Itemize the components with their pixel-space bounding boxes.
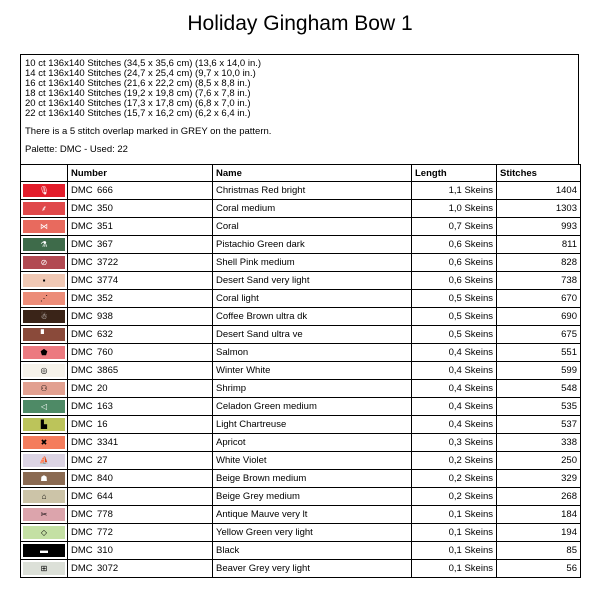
thread-number: [68, 182, 213, 200]
thread-number: [68, 344, 213, 362]
thread-brand: DMC: [71, 527, 93, 539]
thread-name: Light Chartreuse: [213, 416, 412, 434]
length-header: Length: [412, 165, 497, 182]
thread-number: [68, 200, 213, 218]
stitch-count: 329: [497, 470, 581, 488]
table-row: [21, 236, 581, 254]
thread-code: 20: [97, 383, 108, 395]
table-header-row: [21, 165, 581, 182]
table-row: [21, 506, 581, 524]
thread-code: 367: [97, 239, 113, 251]
color-swatch: [23, 418, 65, 431]
thread-name: Celadon Green medium: [213, 398, 412, 416]
thread-brand: DMC: [71, 239, 93, 251]
thread-code: 772: [97, 527, 113, 539]
thread-code: 840: [97, 473, 113, 485]
color-swatch-cell: [21, 182, 68, 200]
color-swatch-cell: [21, 488, 68, 506]
stitch-symbol-icon: ▙: [40, 419, 48, 429]
thread-code: 632: [97, 329, 113, 341]
stitch-count: 1404: [497, 182, 581, 200]
thread-length: 0,2 Skeins: [412, 470, 497, 488]
table-row: [21, 488, 581, 506]
thread-code: 3072: [97, 563, 119, 575]
color-swatch-cell: [21, 524, 68, 542]
palette-summary: Palette: DMC - Used: 22: [25, 144, 128, 155]
thread-name: Shrimp: [213, 380, 412, 398]
color-swatch: [23, 328, 65, 341]
thread-name: Winter White: [213, 362, 412, 380]
page-title: Holiday Gingham Bow 1: [187, 12, 413, 35]
thread-brand: DMC: [71, 329, 93, 341]
stitch-count: 1303: [497, 200, 581, 218]
thread-length: 0,1 Skeins: [412, 524, 497, 542]
size-line: 10 ct 136x140 Stitches (34,5 x 35,6 cm) (13,6 x 14,0 in.): [25, 58, 262, 69]
table-row: [21, 290, 581, 308]
table-row: [21, 200, 581, 218]
table-row: [21, 218, 581, 236]
thread-code: 16: [97, 419, 108, 431]
stitch-count: 675: [497, 326, 581, 344]
table-row: [21, 398, 581, 416]
stitch-count: 194: [497, 524, 581, 542]
thread-length: 0,6 Skeins: [412, 236, 497, 254]
thread-number: [68, 362, 213, 380]
stitch-symbol-icon: ✂: [40, 509, 48, 519]
thread-brand: DMC: [71, 221, 93, 233]
stitch-count: 690: [497, 308, 581, 326]
thread-code: 163: [97, 401, 113, 413]
thread-number: [68, 398, 213, 416]
thread-code: 310: [97, 545, 113, 557]
table-row: [21, 254, 581, 272]
stitch-symbol-icon: ▬: [40, 545, 48, 555]
color-swatch-cell: [21, 290, 68, 308]
pattern-info-box: [20, 54, 579, 164]
stitch-count: 184: [497, 506, 581, 524]
thread-name: Apricot: [213, 434, 412, 452]
thread-brand: DMC: [71, 257, 93, 269]
stitch-symbol-icon: 🎙: [38, 185, 50, 195]
thread-length: 0,6 Skeins: [412, 272, 497, 290]
thread-name: Black: [213, 542, 412, 560]
thread-brand: DMC: [71, 419, 93, 431]
stitch-symbol-icon: ▪: [42, 275, 46, 285]
table-row: [21, 344, 581, 362]
table-row: [21, 362, 581, 380]
color-swatch-cell: [21, 560, 68, 578]
thread-code: 351: [97, 221, 113, 233]
stitch-symbol-icon: ⚗: [40, 239, 48, 249]
color-swatch-cell: [21, 236, 68, 254]
thread-code: 27: [97, 455, 108, 467]
color-swatch-cell: [21, 452, 68, 470]
thread-length: 0,2 Skeins: [412, 488, 497, 506]
size-line: 20 ct 136x140 Stitches (17,3 x 17,8 cm) (6,8 x 7,0 in.): [25, 98, 251, 109]
stitch-symbol-icon: ⋈: [40, 221, 48, 231]
thread-number: [68, 236, 213, 254]
stitch-symbol-icon: ⬟: [40, 347, 48, 357]
color-swatch: [23, 490, 65, 503]
thread-code: 3341: [97, 437, 119, 449]
thread-brand: DMC: [71, 365, 93, 377]
color-swatch-cell: [21, 398, 68, 416]
color-swatch: [23, 238, 65, 251]
thread-length: 0,4 Skeins: [412, 380, 497, 398]
table-row: [21, 470, 581, 488]
thread-brand: DMC: [71, 563, 93, 575]
color-swatch: [23, 400, 65, 413]
color-swatch-cell: [21, 272, 68, 290]
thread-code: 644: [97, 491, 113, 503]
thread-length: 1,1 Skeins: [412, 182, 497, 200]
color-swatch-cell: [21, 254, 68, 272]
swatch-header: [21, 165, 68, 182]
color-swatch: [23, 274, 65, 287]
color-swatch-cell: [21, 308, 68, 326]
color-swatch-cell: [21, 218, 68, 236]
stitch-symbol-icon: ▘: [40, 329, 48, 339]
table-row: [21, 452, 581, 470]
color-swatch-cell: [21, 416, 68, 434]
thread-code: 350: [97, 203, 113, 215]
stitch-count: 268: [497, 488, 581, 506]
thread-name: White Violet: [213, 452, 412, 470]
stitch-count: 670: [497, 290, 581, 308]
thread-brand: DMC: [71, 311, 93, 323]
stitch-symbol-icon: ◇: [40, 527, 48, 537]
thread-number: [68, 434, 213, 452]
stitch-count: 551: [497, 344, 581, 362]
stitches-header: Stitches: [497, 165, 581, 182]
thread-length: 0,4 Skeins: [412, 362, 497, 380]
thread-length: 0,1 Skeins: [412, 542, 497, 560]
thread-code: 938: [97, 311, 113, 323]
color-swatch: [23, 220, 65, 233]
color-swatch: [23, 184, 65, 197]
stitch-symbol-icon: ⛵: [39, 455, 49, 465]
thread-length: 0,1 Skeins: [412, 506, 497, 524]
thread-length: 0,7 Skeins: [412, 218, 497, 236]
color-swatch: [23, 544, 65, 557]
color-swatch-cell: [21, 326, 68, 344]
stitch-count: 599: [497, 362, 581, 380]
thread-name: Desert Sand ultra ve: [213, 326, 412, 344]
color-swatch: [23, 508, 65, 521]
thread-name: Pistachio Green dark: [213, 236, 412, 254]
thread-code: 3722: [97, 257, 119, 269]
thread-brand: DMC: [71, 437, 93, 449]
thread-brand: DMC: [71, 545, 93, 557]
thread-name: Beige Brown medium: [213, 470, 412, 488]
thread-length: 0,5 Skeins: [412, 290, 497, 308]
size-line: 16 ct 136x140 Stitches (21,6 x 22,2 cm) (8,5 x 8,8 in.): [25, 78, 251, 89]
color-swatch-cell: [21, 542, 68, 560]
thread-brand: DMC: [71, 293, 93, 305]
thread-code: 666: [97, 185, 113, 197]
color-swatch: [23, 472, 65, 485]
stitch-count: 811: [497, 236, 581, 254]
thread-code: 3774: [97, 275, 119, 287]
thread-number: [68, 452, 213, 470]
thread-code: 778: [97, 509, 113, 521]
thread-length: 0,4 Skeins: [412, 344, 497, 362]
thread-length: 0,2 Skeins: [412, 452, 497, 470]
color-swatch-cell: [21, 344, 68, 362]
thread-name: Antique Mauve very lt: [213, 506, 412, 524]
stitch-symbol-icon: ◁: [40, 401, 48, 411]
thread-brand: DMC: [71, 455, 93, 467]
thread-name: Coral medium: [213, 200, 412, 218]
stitch-symbol-icon: ☗: [40, 473, 48, 483]
thread-length: 0,4 Skeins: [412, 416, 497, 434]
thread-length: 0,4 Skeins: [412, 398, 497, 416]
stitch-symbol-icon: ⸙: [41, 203, 47, 213]
table-row: [21, 326, 581, 344]
color-swatch: [23, 202, 65, 215]
thread-brand: DMC: [71, 509, 93, 521]
thread-number: [68, 506, 213, 524]
color-swatch-cell: [21, 506, 68, 524]
table-row: [21, 308, 581, 326]
color-swatch: [23, 364, 65, 377]
thread-name: Coral: [213, 218, 412, 236]
stitch-symbol-icon: ⋰: [40, 293, 48, 303]
thread-number: [68, 542, 213, 560]
stitch-count: 250: [497, 452, 581, 470]
color-swatch: [23, 256, 65, 269]
color-swatch-cell: [21, 470, 68, 488]
thread-brand: DMC: [71, 491, 93, 503]
thread-length: 0,5 Skeins: [412, 308, 497, 326]
stitch-count: 548: [497, 380, 581, 398]
thread-name: Beige Grey medium: [213, 488, 412, 506]
thread-length: 1,0 Skeins: [412, 200, 497, 218]
stitch-symbol-icon: ⊞: [40, 563, 48, 573]
stitch-symbol-icon: ⚇: [40, 383, 48, 393]
thread-name: Salmon: [213, 344, 412, 362]
thread-brand: DMC: [71, 203, 93, 215]
table-row: [21, 272, 581, 290]
thread-number: [68, 560, 213, 578]
thread-length: 0,6 Skeins: [412, 254, 497, 272]
stitch-count: 535: [497, 398, 581, 416]
table-row: [21, 542, 581, 560]
color-swatch-cell: [21, 434, 68, 452]
stitch-count: 85: [497, 542, 581, 560]
stitch-symbol-icon: ✖: [40, 437, 48, 447]
number-header: Number: [68, 165, 213, 182]
thread-number: [68, 488, 213, 506]
color-swatch: [23, 292, 65, 305]
color-swatch: [23, 382, 65, 395]
thread-number: [68, 470, 213, 488]
stitch-count: 828: [497, 254, 581, 272]
thread-number: [68, 308, 213, 326]
color-swatch: [23, 346, 65, 359]
thread-name: Yellow Green very light: [213, 524, 412, 542]
thread-number: [68, 272, 213, 290]
color-swatch: [23, 454, 65, 467]
thread-name: Coral light: [213, 290, 412, 308]
stitch-count: 993: [497, 218, 581, 236]
stitch-symbol-icon: ☃: [40, 311, 48, 321]
stitch-symbol-icon: ◎: [40, 365, 48, 375]
thread-name: Christmas Red bright: [213, 182, 412, 200]
thread-name: Shell Pink medium: [213, 254, 412, 272]
thread-number: [68, 290, 213, 308]
table-row: [21, 380, 581, 398]
thread-brand: DMC: [71, 383, 93, 395]
overlap-note: There is a 5 stitch overlap marked in GREY on the pattern.: [25, 126, 272, 137]
thread-brand: DMC: [71, 275, 93, 287]
thread-name: Desert Sand very light: [213, 272, 412, 290]
stitch-symbol-icon: ⊘: [40, 257, 48, 267]
thread-name: Beaver Grey very light: [213, 560, 412, 578]
color-swatch-cell: [21, 200, 68, 218]
thread-brand: DMC: [71, 401, 93, 413]
table-row: [21, 524, 581, 542]
thread-name: Coffee Brown ultra dk: [213, 308, 412, 326]
table-row: [21, 560, 581, 578]
stitch-count: 56: [497, 560, 581, 578]
stitch-count: 537: [497, 416, 581, 434]
stitch-count: 338: [497, 434, 581, 452]
thread-code: 760: [97, 347, 113, 359]
thread-number: [68, 326, 213, 344]
size-line: 22 ct 136x140 Stitches (15,7 x 16,2 cm) (6,2 x 6,4 in.): [25, 108, 251, 119]
thread-number: [68, 416, 213, 434]
thread-length: 0,3 Skeins: [412, 434, 497, 452]
thread-table: [20, 164, 581, 578]
thread-code: 3865: [97, 365, 119, 377]
stitch-symbol-icon: ⌂: [41, 491, 47, 501]
thread-code: 352: [97, 293, 113, 305]
thread-number: [68, 254, 213, 272]
color-swatch: [23, 310, 65, 323]
thread-brand: DMC: [71, 347, 93, 359]
thread-length: 0,5 Skeins: [412, 326, 497, 344]
thread-brand: DMC: [71, 473, 93, 485]
color-swatch: [23, 526, 65, 539]
thread-number: [68, 524, 213, 542]
thread-number: [68, 218, 213, 236]
table-row: [21, 416, 581, 434]
size-line: 18 ct 136x140 Stitches (19,2 x 19,8 cm) (7,6 x 7,8 in.): [25, 88, 251, 99]
size-line: 14 ct 136x140 Stitches (24,7 x 25,4 cm) (9,7 x 10,0 in.): [25, 68, 256, 79]
thread-length: 0,1 Skeins: [412, 560, 497, 578]
color-swatch-cell: [21, 362, 68, 380]
stitch-count: 738: [497, 272, 581, 290]
thread-brand: DMC: [71, 185, 93, 197]
name-header: Name: [213, 165, 412, 182]
table-row: [21, 182, 581, 200]
color-swatch: [23, 562, 65, 575]
color-swatch-cell: [21, 380, 68, 398]
color-swatch: [23, 436, 65, 449]
table-row: [21, 434, 581, 452]
thread-number: [68, 380, 213, 398]
